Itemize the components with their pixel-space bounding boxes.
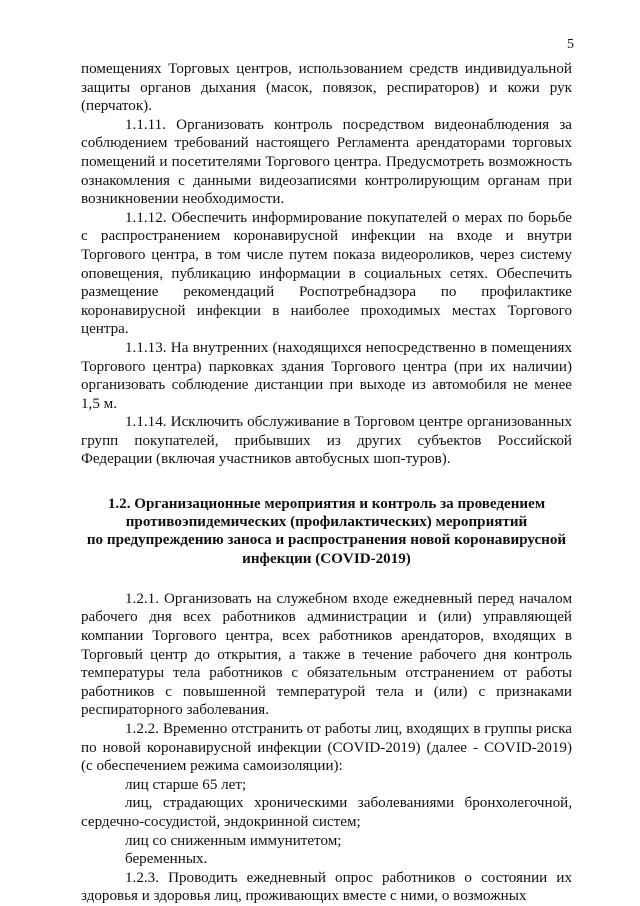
risk-group-item: беременных.: [125, 851, 208, 868]
paragraph-1-1-11: 1.1.11. Организовать контроль посредством видеонаблюдения за соблюдением требований настоящего Регламента арендаторами торговых помещений и посетителями Торгового центра. Предусмотреть возможность ознакомления с данными видеозаписями контролирующим органам при возникновении необходимости.: [81, 116, 572, 208]
paragraph-1-2-3: 1.2.3. Проводить ежедневный опрос работников о состоянии их здоровья и здоровья лиц, проживающих вместе с ними, о возможных: [81, 869, 572, 905]
section-heading-1-2: 1.2. Организационные мероприятия и контроль за проведением противоэпидемических (профилактических) мероприятий по предупреждению заноса и распространения новой коронавирусной инфекции (COVID-2019): [86, 496, 567, 567]
page-number: 5: [567, 37, 574, 52]
risk-group-item: лиц со сниженным иммунитетом;: [125, 832, 342, 849]
risk-group-item: лиц старше 65 лет;: [125, 776, 247, 793]
risk-group-item: лиц, страдающих хроническими заболеваниями бронхолегочной, сердечно-сосудистой, эндокринной систем;: [81, 795, 572, 830]
paragraph-1-1-14: 1.1.14. Исключить обслуживание в Торговом центре организованных групп покупателей, прибывших из других субъектов Российской Федерации (включая участников автобусных шоп-туров).: [81, 414, 572, 468]
paragraph-1-2-1: 1.2.1. Организовать на служебном входе ежедневный перед началом рабочего дня всех работников администрации и (или) управляющей компании Торгового центра, всех работников арендаторов, входящих в Торговый центр до открытия, а также в течение рабочего дня контроль температуры тела работников с обязательным отстранением от работы работников с повышенной температурой тела и (или) с признаками респираторного заболевания.: [81, 590, 572, 719]
paragraph-1-1-13: 1.1.13. На внутренних (находящихся непосредственно в помещениях Торгового центра) парковках здания Торгового центра (при их наличии) организовать соблюдение дистанции при выходе из автомобиля не менее 1,5 м.: [81, 339, 572, 412]
paragraph-1-2-2: 1.2.2. Временно отстранить от работы лиц, входящих в группы риска по новой коронавирусной инфекции (COVID-2019) (далее - COVID-2019) (с обеспечением режима самоизоляции):: [81, 721, 572, 775]
paragraph-1-1-12: 1.1.12. Обеспечить информирование покупателей о мерах по борьбе с распространением коронавирусной инфекции на входе и внутри Торгового центра, в том числе путем показа видеороликов, через систему оповещения, публикацию информации в социальных сетях. Обеспечить размещение рекомендаций Роспотребнадзора по профилактике коронавирусной инфекции в наиболее проходимых местах Торгового центра.: [81, 209, 572, 338]
document-body: [81, 60, 572, 906]
paragraph-continuation: помещениях Торговых центров, использованием средств индивидуальной защиты органов дыхания (масок, повязок, респираторов) и кожи рук (перчаток).: [81, 61, 572, 115]
